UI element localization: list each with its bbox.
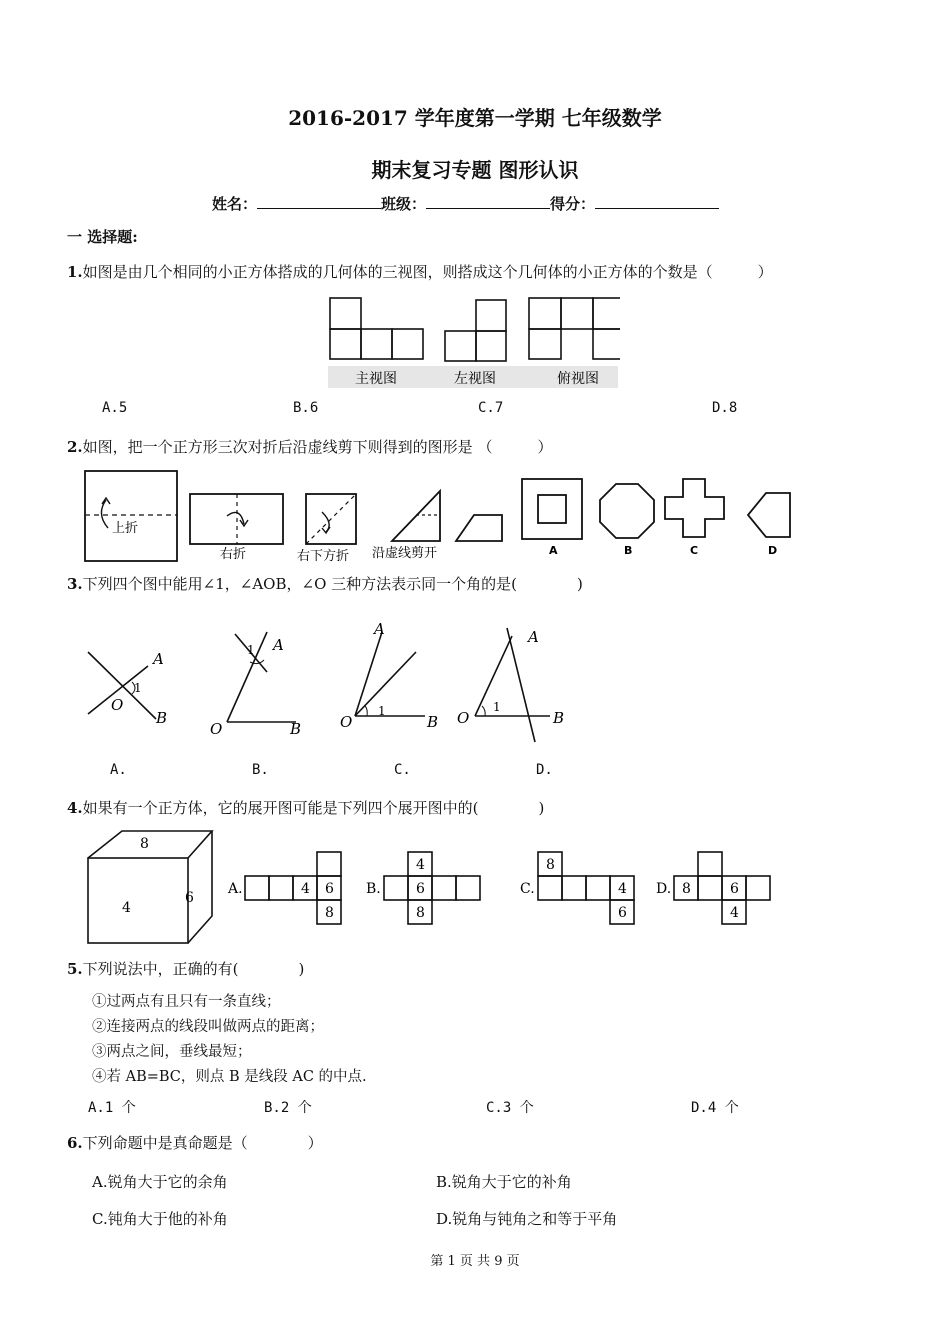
net-d-option[interactable]: D. <box>656 881 672 897</box>
score-blank <box>595 194 719 209</box>
q5-option-d[interactable]: D.4 个 <box>691 1100 739 1116</box>
net-cell-digit: 8 <box>546 857 555 873</box>
net-cell-digit: 6 <box>416 881 425 897</box>
q3-option-d[interactable]: D. <box>536 762 553 778</box>
net-cell-digit: 8 <box>682 881 691 897</box>
label-a: A <box>153 650 164 668</box>
label-o: O <box>457 709 470 727</box>
label-b: B <box>427 713 439 731</box>
net-cell-digit: 4 <box>301 881 310 897</box>
cube-side-face: 6 <box>185 890 194 906</box>
question-text: 如图是由几个相同的小正方体搭成的几何体的三视图，则搭成这个几何体的小正方体的个数是（ ） <box>82 263 773 281</box>
left-view-label: 左视图 <box>454 371 496 387</box>
angle-1-label: 1 <box>378 704 386 718</box>
net-cell-digit: 4 <box>416 857 425 873</box>
question-text: 如果有一个正方体，它的展开图可能是下列四个展开图中的( ) <box>82 799 545 817</box>
angle-figures <box>80 612 600 752</box>
q2-option-b[interactable]: B <box>624 544 633 557</box>
q1-option-c[interactable]: C.7 <box>478 400 504 416</box>
label-b: B <box>156 709 168 727</box>
question-5 <box>67 958 304 979</box>
question-4 <box>67 797 544 818</box>
top-view-label: 俯视图 <box>557 371 599 387</box>
q3-option-a[interactable]: A. <box>110 762 127 778</box>
net-cell-digit: 8 <box>416 905 425 921</box>
page-subtitle: 期末复习专题 图形认识 <box>371 158 579 182</box>
label-b: B <box>290 720 302 738</box>
label-a: A <box>528 628 539 646</box>
net-cell-digit: 6 <box>325 881 334 897</box>
page-footer: 第 1 页 共 9 页 <box>430 1254 520 1269</box>
net-a-option[interactable]: A. <box>228 881 243 897</box>
q2-option-c[interactable]: C <box>690 544 699 557</box>
class-label: 班级： <box>381 195 427 213</box>
cube-top-face: 8 <box>140 836 149 852</box>
student-info-row <box>212 193 719 214</box>
statement-4: ④若 AB=BC，则点 B 是线段 AC 的中点. <box>92 1069 367 1085</box>
q6-option-d[interactable]: D.锐角与钝角之和等于平角 <box>436 1210 618 1228</box>
net-cell-digit: 6 <box>730 881 739 897</box>
three-views-figure <box>320 292 620 392</box>
question-6 <box>67 1132 323 1153</box>
class-blank <box>426 194 550 209</box>
question-number: 2. <box>67 438 83 456</box>
question-2 <box>67 436 552 457</box>
score-label: 得分： <box>550 195 596 213</box>
q1-option-a[interactable]: A.5 <box>102 400 128 416</box>
label-o: O <box>210 720 223 738</box>
question-1 <box>67 261 773 282</box>
question-text: 下列说法中，正确的有( ) <box>82 960 305 978</box>
question-number: 1. <box>67 263 83 281</box>
angle-1-label: 1 <box>134 681 142 695</box>
angle-1-label: 1 <box>493 700 501 714</box>
q3-option-c[interactable]: C. <box>394 762 411 778</box>
question-number: 6. <box>67 1134 83 1152</box>
angle-1-label: 1 <box>247 643 255 657</box>
q5-option-b[interactable]: B.2 个 <box>264 1100 312 1116</box>
front-view-label: 主视图 <box>355 371 397 387</box>
cube-nets-figure <box>82 826 782 950</box>
q2-option-a[interactable]: A <box>549 544 558 557</box>
net-cell-digit: 4 <box>730 905 739 921</box>
name-label: 姓名： <box>212 195 258 213</box>
q5-option-c[interactable]: C.3 个 <box>486 1100 534 1116</box>
question-text: 下列四个图中能用∠1，∠AOB，∠O 三种方法表示同一个角的是( ) <box>82 575 583 593</box>
label-a: A <box>273 636 284 654</box>
fold-right-caption: 右折 <box>220 547 247 562</box>
net-cell-digit: 6 <box>618 905 627 921</box>
label-a: A <box>374 620 385 638</box>
net-b-option[interactable]: B. <box>366 881 381 897</box>
q5-option-a[interactable]: A.1 个 <box>88 1100 136 1116</box>
folding-figure <box>82 466 802 566</box>
net-cell-digit: 8 <box>325 905 334 921</box>
label-b: B <box>553 709 565 727</box>
statement-1: ①过两点有且只有一条直线； <box>92 994 281 1010</box>
label-o: O <box>340 713 353 731</box>
cube-front-face: 4 <box>122 900 131 916</box>
net-cell-digit: 4 <box>618 881 627 897</box>
question-number: 3. <box>67 575 83 593</box>
question-number: 4. <box>67 799 83 817</box>
q2-option-d[interactable]: D <box>768 544 778 557</box>
statement-3: ③两点之间，垂线最短； <box>92 1044 252 1060</box>
statement-2: ②连接两点的线段叫做两点的距离； <box>92 1019 324 1035</box>
question-text: 下列命题中是真命题是（ ） <box>82 1134 323 1152</box>
cut-caption: 沿虚线剪开 <box>372 546 438 561</box>
name-blank <box>257 194 381 209</box>
q3-option-b[interactable]: B. <box>252 762 269 778</box>
label-o: O <box>111 696 124 714</box>
page-title: 2016-2017 学年度第一学期 七年级数学 <box>288 106 662 130</box>
q6-option-b[interactable]: B.锐角大于它的补角 <box>436 1173 572 1191</box>
fold-up-caption: 上折 <box>112 521 139 536</box>
fold-diagonal-caption: 右下方折 <box>297 549 350 564</box>
q6-option-c[interactable]: C.钝角大于他的补角 <box>92 1210 228 1228</box>
q6-option-a[interactable]: A.锐角大于它的余角 <box>92 1173 228 1191</box>
section-heading: 一 选择题: <box>67 228 138 246</box>
question-3 <box>67 573 583 594</box>
q1-option-b[interactable]: B.6 <box>293 400 319 416</box>
net-c-option[interactable]: C. <box>520 881 535 897</box>
question-number: 5. <box>67 960 83 978</box>
question-text: 如图，把一个正方形三次对折后沿虚线剪下则得到的图形是 （ ） <box>82 438 553 456</box>
q1-option-d[interactable]: D.8 <box>712 400 738 416</box>
